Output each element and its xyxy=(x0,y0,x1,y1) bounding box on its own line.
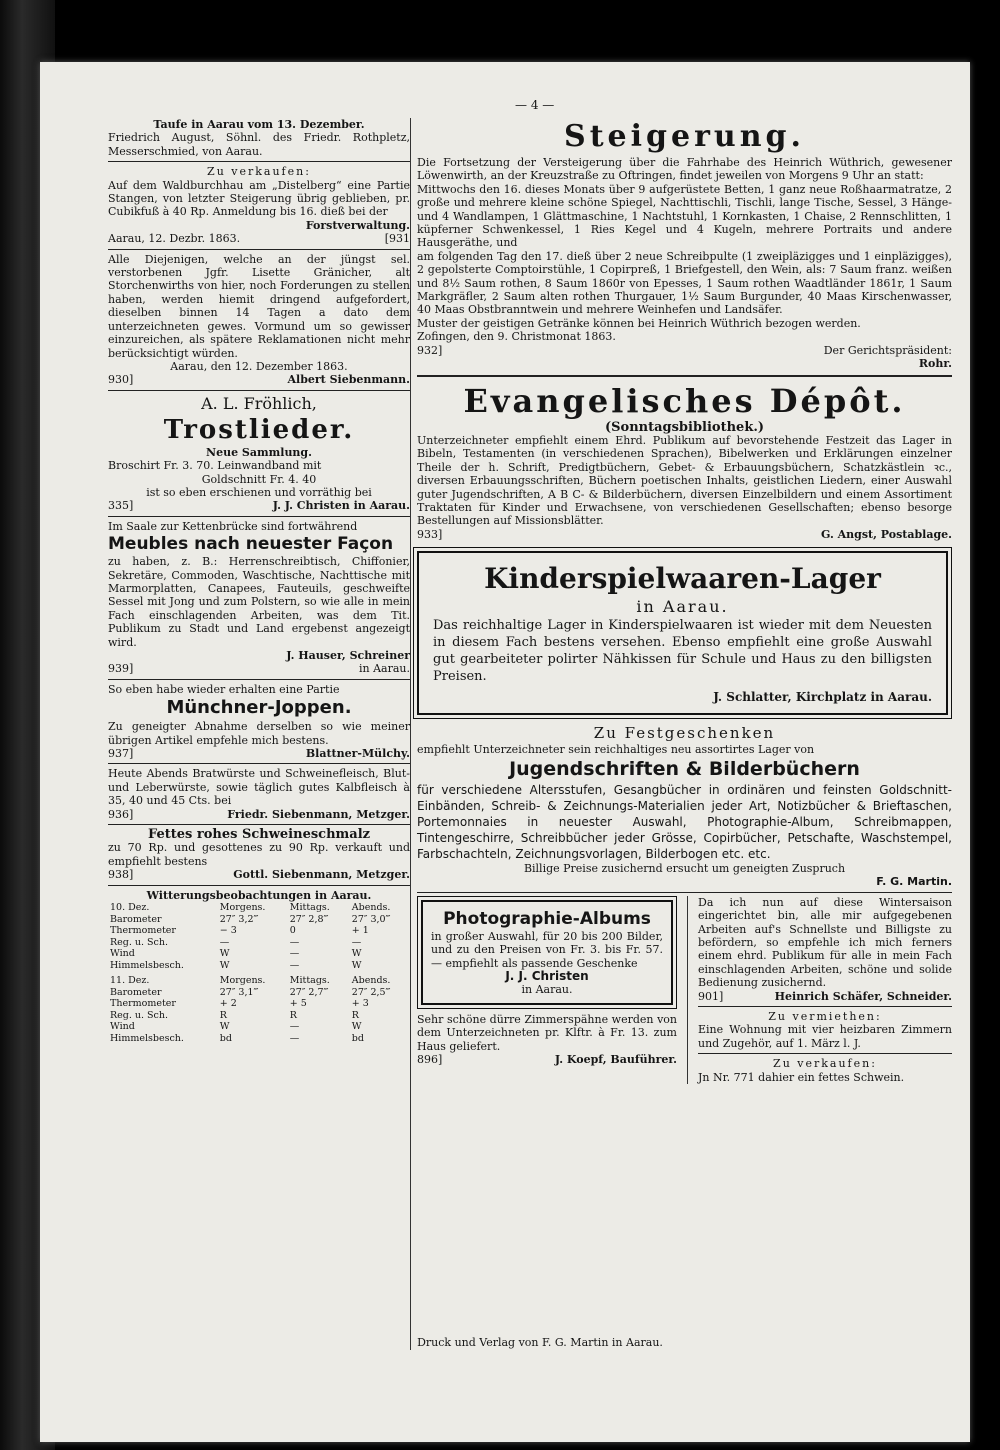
weather-cell: 27″ 2,8‴ xyxy=(289,913,329,925)
photo-title: Photographie-Albums xyxy=(443,908,651,929)
joppen-intro: So eben habe wieder erhalten eine Partie xyxy=(108,682,340,696)
weather-col-head: Mittags. xyxy=(289,975,330,987)
ad-number: 939] xyxy=(108,662,134,676)
joppen-sign: Blattner-Mülchy. xyxy=(305,747,410,761)
weather-cell: W xyxy=(351,948,362,960)
depot-subtitle: (Sonntagsbibliothek.) xyxy=(604,419,765,435)
weather-cell: 27″ 3,0‴ xyxy=(351,913,391,925)
divider xyxy=(108,824,410,825)
weather-cell: + 5 xyxy=(289,998,307,1010)
trost-sign: J. J. Christen in Aarau. xyxy=(272,499,410,513)
weather-cell: W xyxy=(351,1021,362,1033)
weather-cell: W xyxy=(219,948,230,960)
trost-text: ist so eben erschienen und vorräthig bei xyxy=(146,485,372,499)
weather-title: Witterungsbeobachtungen in Aarau. xyxy=(146,888,372,902)
weather-row-label: Himmelsbesch. xyxy=(110,1032,184,1044)
photo-sign-2: in Aarau. xyxy=(521,983,573,997)
bottom-ads xyxy=(417,896,952,1084)
weather-cell: R xyxy=(219,1009,227,1021)
weather-row-label: Thermometer xyxy=(110,998,176,1010)
photo-albums-box xyxy=(421,900,673,1005)
weather-cell: 27″ 3,1‴ xyxy=(219,986,259,998)
imprint-footer: Druck und Verlag von F. G. Martin in Aarau. xyxy=(417,1336,663,1349)
divider xyxy=(108,679,410,680)
bottom-right-ads xyxy=(698,896,952,1084)
weather-row-label: Thermometer xyxy=(110,925,176,937)
weather-cell: W xyxy=(219,959,230,971)
weather-cell: — xyxy=(289,959,300,971)
weather-row-label: Himmelsbesch. xyxy=(110,959,184,971)
divider xyxy=(108,885,410,886)
weather-cell: — xyxy=(289,1032,300,1044)
fett-text: zu 70 Rp. und gesottenes zu 90 Rp. verkauft und empfiehlt bestens xyxy=(108,841,410,868)
depot-sign: G. Angst, Postablage. xyxy=(820,527,952,541)
weather-day: 10. Dez. xyxy=(110,902,150,914)
vermieten-title: Zu vermiethen: xyxy=(768,1010,882,1024)
weather-cell: − 3 xyxy=(219,925,237,937)
ad-number: [931 xyxy=(384,232,410,246)
kinder-subtitle: in Aarau. xyxy=(636,597,729,617)
fest-price: Billige Preise zusichernd ersucht um geneigten Zuspruch xyxy=(523,861,846,875)
verkaufen-title: Zu verkaufen: xyxy=(207,165,311,179)
steigerung-title: Steigerung. xyxy=(564,119,805,154)
schaefer-text: Da ich nun auf diese Wintersaison eingerichtet bin, alle mir aufgegebenen Arbeiten auf's Schnellste und Billigste zu befördern, so empfehle ich mich ferners einem ehrd. Publikum für alle in mein Fach einschlagenden Arbeiten, schöne und solide Bedienung zusichernd. xyxy=(698,895,952,990)
weather-row-label: Barometer xyxy=(110,913,162,925)
ad-number: 938] xyxy=(108,868,134,882)
weather-cell: + 1 xyxy=(351,925,369,937)
left-column xyxy=(108,118,410,1044)
weather-col-head: Abends. xyxy=(351,902,391,914)
weather-cell: bd xyxy=(351,1032,364,1044)
weather-table-1 xyxy=(108,902,410,971)
weather-cell: 0 xyxy=(289,925,296,937)
weather-cell: R xyxy=(351,1009,359,1021)
fest-sign: F. G. Martin. xyxy=(876,875,952,889)
photo-text: in großer Auswahl, für 20 bis 200 Bilder, und zu den Preisen von Fr. 3. bis Fr. 57. — empfiehlt als passende Geschenke xyxy=(431,929,663,970)
weather-day: 11. Dez. xyxy=(110,975,150,987)
spaehne-sign: J. Koepf, Bauführer. xyxy=(554,1053,677,1067)
joppen-text: Zu geneigter Abnahme derselben so wie meiner übrigen Artikel empfehle mich bestens. xyxy=(108,720,410,747)
verkaufen2-title: Zu verkaufen: xyxy=(773,1057,877,1071)
wurst-text: Heute Abends Bratwürste und Schweinefleisch, Blut- und Leberwürste, sowie täglich gutes Kalbfleisch à 35, 40 und 45 Cts. bei xyxy=(108,767,410,808)
joppen-title: Münchner-Joppen. xyxy=(166,697,352,719)
divider xyxy=(417,892,952,893)
ad-number: 901] xyxy=(698,989,724,1003)
ad-number: 936] xyxy=(108,807,134,821)
divider xyxy=(108,763,410,764)
steigerung-name: Rohr. xyxy=(918,357,952,371)
steigerung-text-1: Die Fortsetzung der Versteigerung über die Fahrhabe des Heinrich Wüthrich, gewesener Löwenwirth, an der Kreuzstraße zu Oftringen, findet jeweilen von Morgens 9 Uhr an statt: xyxy=(417,156,952,183)
divider xyxy=(108,249,410,250)
steigerung-sign: Der Gerichtspräsident: xyxy=(823,343,952,357)
steigerung-text-2: Mittwochs den 16. dieses Monats über 9 aufgerüstete Betten, 1 ganz neue Roßhaarmatratze, 2 große und mehrere kleine schöne Spiegel, Nachttischli, Tischli, lange Tische, Sessel, 3 Hänge- und 4 Wandlampen, 1 Glättmaschine, 1 Nachtstuhl, 1 Kornkasten, 1 Chaise, 2 Rennschlitten, 1 küpferner Schwenkessel, 1 Ries Kegel und 4 Kugeln, mehrere Portraits und andere Hausgeräthe, und xyxy=(417,182,952,250)
weather-row-label: Reg. u. Sch. xyxy=(110,936,169,948)
vermieten-text: Eine Wohnung mit vier heizbaren Zimmern und Zugehör, auf 1. März l. J. xyxy=(698,1023,952,1050)
weather-cell: + 2 xyxy=(219,998,237,1010)
weather-cell: bd xyxy=(219,1032,232,1044)
weather-cell: W xyxy=(351,959,362,971)
weather-cell: — xyxy=(219,936,230,948)
kinder-sign: J. Schlatter, Kirchplatz in Aarau. xyxy=(713,690,932,705)
spaehne-text: Sehr schöne dürre Zimmerspähne werden von dem Unterzeichneten pr. Klftr. à Fr. 13. zum Haus geliefert. xyxy=(417,1012,677,1053)
fett-title: Fettes rohes Schweineschmalz xyxy=(147,827,371,843)
weather-row-label: Reg. u. Sch. xyxy=(110,1009,169,1021)
weather-cell: — xyxy=(289,948,300,960)
divider xyxy=(108,390,410,391)
glaeubiger-text: Alle Diejenigen, welche an der jüngst sel. verstorbenen Jgfr. Lisette Gränicher, alt Storchenwirths von hier, noch Forderungen zu stellen haben, werden hiemit dringend aufgefordert, dieselben binnen 14 Tagen a dato dem unterzeichneten gewes. Vormund um so gewisser einzureichen, als spätere Reklamationen nicht mehr berücksichtigt würden. xyxy=(108,252,410,360)
weather-cell: — xyxy=(289,1021,300,1033)
weather-cell: — xyxy=(289,936,300,948)
trost-price-2: Goldschnitt Fr. 4. 40 xyxy=(201,472,317,486)
fett-sign: Gottl. Siebenmann, Metzger. xyxy=(233,868,410,882)
divider xyxy=(698,1053,952,1054)
glaeubiger-date: Aarau, den 12. Dezember 1863. xyxy=(170,359,348,373)
column-rule xyxy=(410,118,411,1350)
depot-title: Evangelisches Dépôt. xyxy=(463,381,906,420)
weather-cell: 27″ 2,7‴ xyxy=(289,986,329,998)
weather-col-head: Morgens. xyxy=(219,975,266,987)
weather-row-label: Wind xyxy=(110,1021,135,1033)
photo-sign: J. J. Christen xyxy=(505,969,589,983)
glaeubiger-sign: Albert Siebenmann. xyxy=(287,373,410,387)
steigerung-date: Zofingen, den 9. Christmonat 1863. xyxy=(417,330,616,344)
fest-text: für verschiedene Altersstufen, Gesangbücher in ordinären und feinsten Goldschnitt-Einbänden, Schreib- & Zeichnungs-Materialien jeder Art, Notizbücher & Brieftaschen, Portemonnaies in neuester Auswahl, Photographie-Album, Schreibmappen, Tintengeschirre, Schreibbücher jeder Grösse, Copirbücher, Petschafte, Waschstempel, Farbschachteln, Zeichnungsvorlagen, Bilderbogen etc. etc. xyxy=(417,782,952,861)
weather-cell: + 3 xyxy=(351,998,369,1010)
meubles-intro: Im Saale zur Kettenbrücke sind fortwährend xyxy=(108,519,358,533)
ad-number: 896] xyxy=(417,1053,443,1067)
weather-cell: 27″ 3,2‴ xyxy=(219,913,259,925)
verkaufen-text: Auf dem Waldburchhau am „Distelberg“ eine Partie Stangen, von letzter Steigerung übrig geblieben, pr. Cubikfuß à 40 Rp. Anmeldung bis 16. dieß bei der xyxy=(108,178,410,219)
trost-subtitle: Neue Sammlung. xyxy=(206,445,312,459)
bottom-left-ads xyxy=(417,896,677,1084)
column-rule-small xyxy=(687,896,688,1084)
right-column xyxy=(417,118,952,1084)
meubles-sign-2: in Aarau. xyxy=(359,662,410,676)
verkaufen-date: Aarau, 12. Dezbr. 1863. xyxy=(108,232,241,246)
kinder-title: Kinderspielwaaren-Lager xyxy=(484,562,881,596)
trost-title: Trostlieder. xyxy=(163,414,355,445)
wurst-sign: Friedr. Siebenmann, Metzger. xyxy=(227,807,410,821)
ad-number: 932] xyxy=(417,343,443,357)
weather-row-label: Wind xyxy=(110,948,135,960)
weather-cell: W xyxy=(219,1021,230,1033)
kinderspielwaaren-box xyxy=(417,551,948,714)
divider xyxy=(108,161,410,162)
weather-col-head: Morgens. xyxy=(219,902,266,914)
schaefer-sign: Heinrich Schäfer, Schneider. xyxy=(774,989,952,1003)
trost-price-1: Broschirt Fr. 3. 70. Leinwandband mit xyxy=(108,459,322,473)
taufe-title: Taufe in Aarau vom 13. Dezember. xyxy=(153,118,365,131)
weather-col-head: Abends. xyxy=(351,975,391,987)
ad-number: 933] xyxy=(417,527,443,541)
fest-title: Zu Festgeschenken xyxy=(593,723,776,742)
fest-intro: empfiehlt Unterzeichneter sein reichhaltiges neu assortirtes Lager von xyxy=(417,742,815,756)
weather-cell: R xyxy=(289,1009,297,1021)
steigerung-text-3: am folgenden Tag den 17. dieß über 2 neue Schreibpulte (1 zweipläzigges und 1 einpläzigges), 2 gepolsterte Comptoirstühle, 1 Copirpreß, 1 Briefgestell, den Wein, als: 7 Saum franz. weißen und 8½ Saum rothen, 8 Saum 1860r von Epesses, 1 Saum rothen Waadtländer 1861r, 1 Saum Markgräfler, 2 Saum alten rothen Thurgauer, 1½ Saum Burgunder, 40 Maas Kirschenwasser, 40 Maas Obstbranntwein und mehrere Weinhefen und Landsäfer. xyxy=(417,249,952,317)
divider xyxy=(108,516,410,517)
divider xyxy=(417,375,952,377)
weather-cell: 27″ 2,5‴ xyxy=(351,986,391,998)
weather-col-head: Mittags. xyxy=(289,902,330,914)
weather-table-2 xyxy=(108,975,410,1044)
depot-text: Unterzeichneter empfiehlt einem Ehrd. Publikum auf bevorstehende Festzeit das Lager in Bibeln, Testamenten (in verschiedenen Sprachen), Bibelwerken und Erklärungen einzelner Theile der h. Schrift, Predigtbüchern, Gebet- & Erbauungsbüchern, Schatzkästlein ꝛc., diversen Erbauungsschriften, Büchern poetischen Inhalts, geistlichen Liedern, einer Auswahl guter Jugendschriften, A B C- & Bilderbüchern, diversen Einzelbildern und einem Assortiment Traktaten für Kinder und Erwachsene, von verschiedenen Gesellschaften; ebenso besorge Bestellungen auf Missionsblätter. xyxy=(417,433,952,528)
meubles-title: Meubles nach neuester Façon xyxy=(108,534,394,555)
ad-number: 335] xyxy=(108,499,134,513)
steigerung-text-4: Muster der geistigen Getränke können bei Heinrich Wüthrich bezogen werden. xyxy=(417,316,861,330)
ad-number: 930] xyxy=(108,373,134,387)
weather-row-label: Barometer xyxy=(110,986,162,998)
weather-cell: — xyxy=(351,936,362,948)
verkaufen-sign: Forstverwaltung. xyxy=(305,218,410,232)
kinder-text: Das reichhaltige Lager in Kinderspielwaaren ist wieder mit dem Neuesten in diesem Fach bestens versehen. Ebenso empfiehlt eine große Auswahl gut gearbeiteter polirter Nähkissen für Schule und Haus zu den billigsten Preisen. xyxy=(433,618,932,685)
verkaufen2-text: Jn Nr. 771 dahier ein fettes Schwein. xyxy=(698,1070,905,1084)
page-number: — 4 — xyxy=(515,98,555,112)
ad-number: 937] xyxy=(108,747,134,761)
meubles-text: zu haben, z. B.: Herrenschreibtisch, Chiffonier, Sekretäre, Commoden, Waschtische, Nachttische mit Marmorplatten, Canapees, Fauteuils, geschweifte Sessel mit Jong und zum Polstern, so wie alle in mein Fach einschlagenden Arbeiten, was dem Tit. Publikum zu Stadt und Land ergebenst angezeigt wird. xyxy=(108,555,410,649)
meubles-sign: J. Hauser, Schreiner xyxy=(286,649,410,662)
fest-big: Jugendschriften & Bilderbüchern xyxy=(509,757,860,780)
trost-author: A. L. Fröhlich, xyxy=(201,393,317,413)
taufe-text: Friedrich August, Söhnl. des Friedr. Rothpletz, Messerschmied, von Aarau. xyxy=(108,131,410,158)
divider xyxy=(698,1006,952,1007)
